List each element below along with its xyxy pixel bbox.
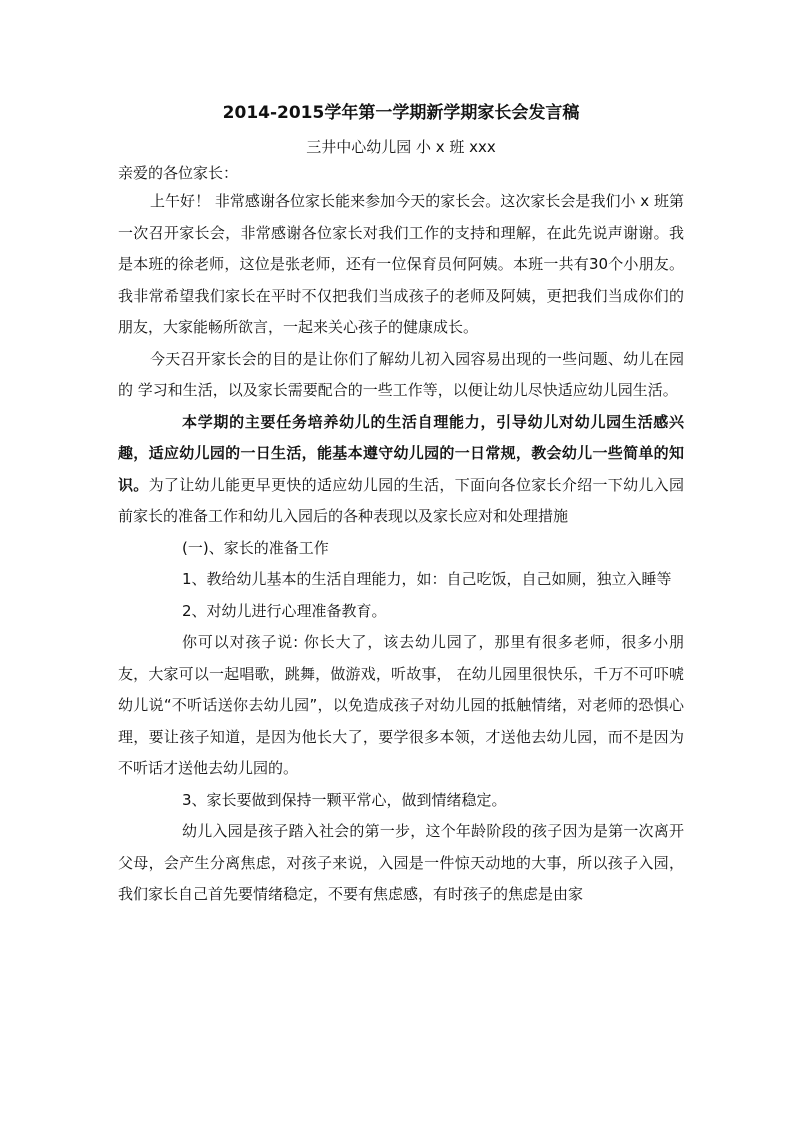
list-item-1: 1、教给幼儿基本的生活自理能力，如：自己吃饭，自己如厕，独立入睡等	[182, 570, 672, 588]
list-item-3: 3、家长要做到保持一颗平常心，做到情绪稳定。	[182, 790, 507, 809]
list-item-2: 2、对幼儿进行心理准备教育。	[182, 601, 387, 620]
document-subtitle: 三井中心幼儿园 小 x 班 xxx	[306, 138, 496, 156]
section-heading: (一)、家长的准备工作	[182, 538, 329, 557]
document-title: 2014-2015学年第一学期新学期家长会发言稿	[222, 103, 580, 123]
paragraph-tasks-bold: 本学期的主要任务培养幼儿的生活自理能力，引导幼儿对幼儿园生活感兴趣，适应幼儿园的一日生活，能基本遵守幼儿园的一日常规，教会幼儿一些简单的知识。	[118, 412, 684, 494]
greeting: 亲爱的各位家长：	[118, 164, 239, 182]
paragraph-psychology: 你可以对孩子说: 你长大了，该去幼儿园了，那里有很多老师，很多小朋友，大家可以一起唱歌，跳舞，做游戏，听故事， 在幼儿园里很快乐，千万不可吓唬幼儿说“不听话送你去幼儿园”，以免造成孩子对幼儿园的抵触情绪，对老师的恐惧心理，要让孩子知道，是因为他长大了，要学很多本领，才送他去幼儿园，而不是因为不听话才送他去幼儿园的。	[118, 633, 684, 777]
paragraph-welcome: 上午好！ 非常感谢各位家长能来参加今天的家长会。这次家长会是我们小 x 班第一次召开家长会，非常感谢各位家长对我们工作的支持和理解，在此先说声谢谢。我是本班的徐老师，这位是张老师，还有一位保育员何阿姨。本班一共有30个小朋友。我非常希望我们家长在平时不仅把我们当成孩子的老师及阿姨，更把我们当成你们的朋友，大家能畅所欲言，一起来关心孩子的健康成长。	[118, 192, 684, 336]
paragraph-tasks-normal: 为了让幼儿能更早更快的适应幼儿园的生活，下面向各位家长介绍一下幼儿入园前家长的准备工作和幼儿入园后的各种表现以及家长应对和处理措施	[118, 475, 684, 525]
document-page	[118, 100, 684, 911]
paragraph-tasks	[118, 407, 684, 533]
paragraph-emotion: 幼儿入园是孩子踏入社会的第一步，这个年龄阶段的孩子因为是第一次离开父母，会产生分离焦虑，对孩子来说，入园是一件惊天动地的大事，所以孩子入园，我们家长自己首先要情绪稳定，不要有焦虑感，有时孩子的焦虑是由家	[118, 822, 684, 903]
paragraph-purpose: 今天召开家长会的目的是让你们了解幼儿初入园容易出现的一些问题、幼儿在园的 学习和生活，以及家长需要配合的一些工作等，以便让幼儿尽快适应幼儿园生活。	[118, 349, 684, 399]
